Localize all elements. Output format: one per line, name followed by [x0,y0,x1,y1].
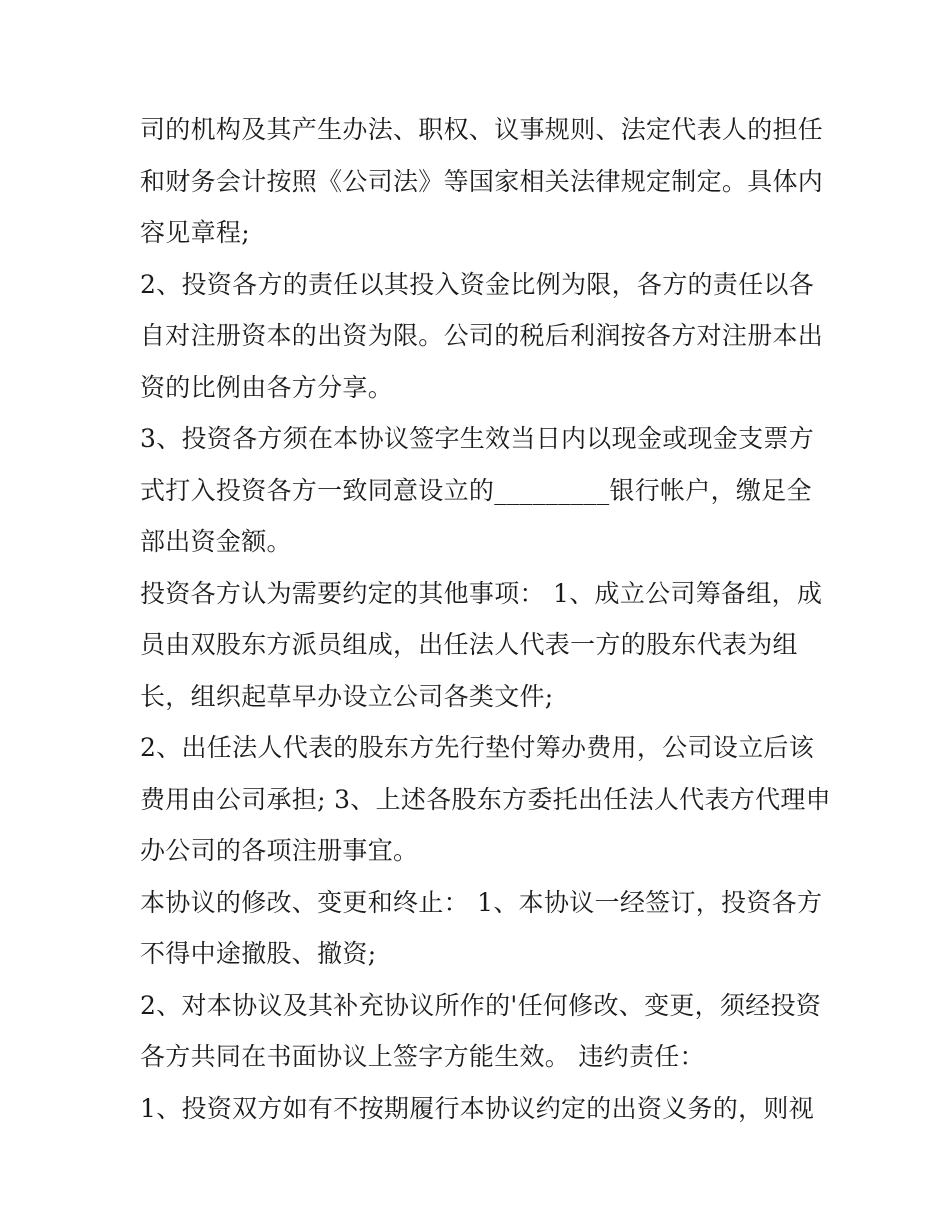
text-line: 容见章程; [140,218,250,247]
text-line: 1、投资双方如有不按期履行本协议约定的出资义务的，则视 [140,1093,815,1123]
text-line: 2、出任法人代表的股东方先行垫付筹办费用，公司设立后该 [140,733,815,762]
text-line: 各方共同在书面协议上签字方能生效。 违约责任： [140,1042,705,1071]
text-line: 司的机构及其产生办法、职权、议事规则、法定代表人的担任 [140,115,824,144]
text-line: 部出资金额。 [140,527,292,556]
document-body [140,104,831,1134]
text-line: 2、对本协议及其补充协议所作的'任何修改、变更，须经投资 [140,990,822,1020]
text-line: 资的比例由各方分享。 [140,372,394,402]
text-line: 2、投资各方的责任以其投入资金比例为限，各方的责任以各 [140,269,815,299]
text-line: 长，组织起草早办设立公司各类文件; [140,681,554,711]
text-line: 自对注册资本的出资为限。公司的税后利润按各方对注册本出 [140,321,824,350]
text-line: 投资各方认为需要约定的其他事项： 1、成立公司筹备组，成 [140,578,823,608]
text-line: 本协议的修改、变更和终止： 1、本协议一经签订，投资各方 [140,887,823,917]
text-line: 办公司的各项注册事宜。 [140,836,419,865]
text-line: 费用由公司承担; 3、上述各股东方委托出任法人代表方代理申 [140,784,831,814]
text-line: 式打入投资各方一致同意设立的_________银行帐户，缴足全 [140,475,812,505]
text-line: 和财务会计按照《公司法》等国家相关法律规定制定。具体内 [140,166,824,196]
text-line: 不得中途撤股、撤资; [140,939,377,968]
text-line: 员由双股东方派员组成，出任法人代表一方的股东代表为组 [140,630,798,659]
text-line: 3、投资各方须在本协议签字生效当日内以现金或现金支票方 [140,424,815,453]
